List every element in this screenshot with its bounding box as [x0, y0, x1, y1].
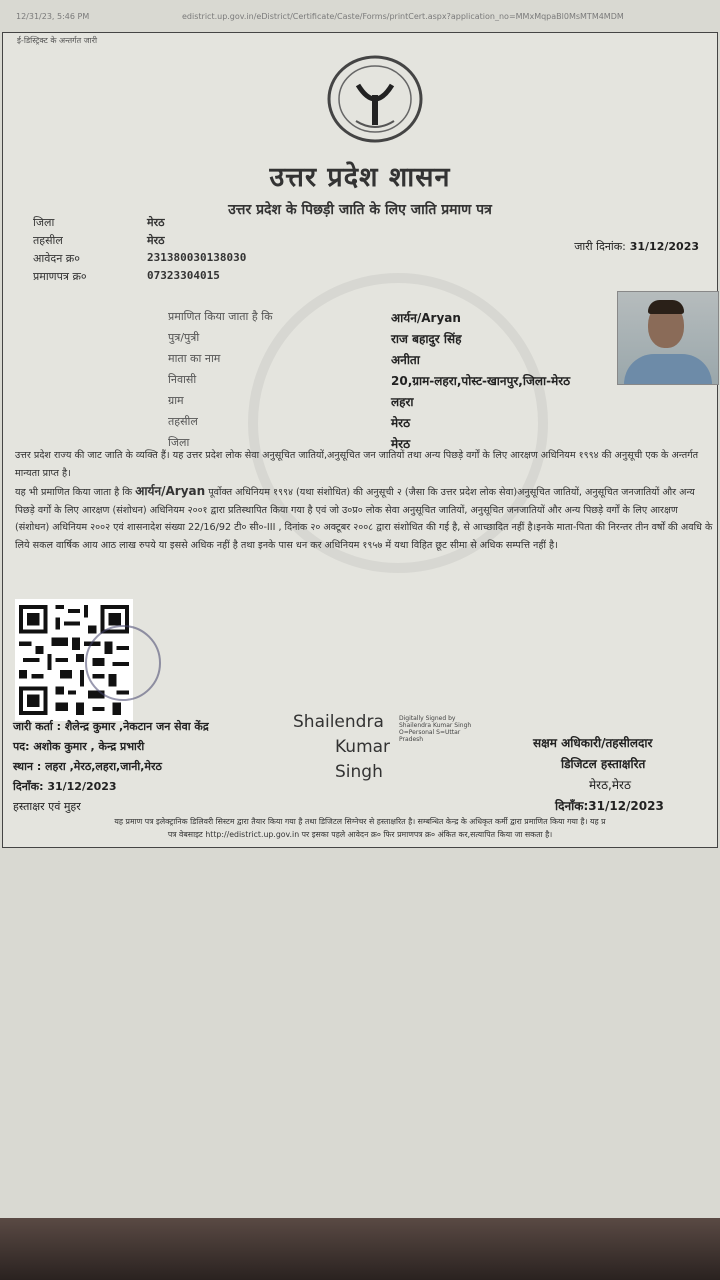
para2-rest: पूर्वोक्त अधिनियम १९९४ (यथा संशोधित) की अनुसूची २ (जैसा कि उत्तर प्रदेश लोक सेवा)अनुसूचित जातियों, अनुसूचित जनजातियों और अन्य पिछड़े वर्गों के लिए आरक्षण (संशोधन) अधिनियम २००१ द्वारा प्रतिस्थापित किया गया है एवं जो उ०प्र० लोक सेवा अनुसूचित जातियों, अनुसूचित जनजातियों और अन्य पिछड़े वर्गों के लिए आरक्षण (संशोधन) अधिनियम २००२ एवं शासनादेश संख्या 22/16/92 टी० सी०-III , दिनांक २० अक्टूबर २००८ द्वारा संशोधित की गई है, से आच्छादित नहीं है।इनके माता-पिता की निरन्तर तीन वर्षों की अवधि के लिये सकल वार्षिक आय आठ लाख रुपये या इससे अधिक नहीं है तथा इनके पास धन कर अधिनियम १९५७ में यथा विहित छूट सीमा से अधिक सम्पत्ति नहीं है। — [15, 487, 713, 551]
issuer-sign-label: हस्ताक्षर एवं मुहर — [13, 800, 81, 813]
detail-row — [3, 330, 717, 352]
issue-date-value: 31/12/2023 — [629, 240, 699, 253]
detail-row — [3, 393, 717, 415]
detail-value: राज बहादुर सिंह — [391, 332, 462, 346]
issue-date — [574, 239, 699, 254]
certificate-title: उत्तर प्रदेश शासन — [269, 162, 451, 193]
issuer-block — [13, 717, 209, 817]
authority-date: दिनाँक:31/12/2023 — [555, 799, 664, 813]
meta-label: तहसील — [33, 234, 63, 247]
print-url: edistrict.up.gov.in/eDistrict/Certificate/Caste/Forms/printCert.aspx?application_no=MMxMqpaBl0MsMTM4MDM — [182, 12, 624, 21]
signature-name-line3: Singh — [335, 762, 383, 782]
para2-start: यह भी प्रमाणित किया जाता है कि — [15, 487, 133, 498]
detail-label: ग्राम — [168, 394, 184, 407]
footer-line-1: यह प्रमाण पत्र इलेक्ट्रानिक डिलिवरी सिस्टम द्वारा तैयार किया गया है तथा डिजिटल सिग्नेचर से हस्ताक्षरित है। सम्बन्धित केन्द्र के अधिकृत कर्मी द्वारा प्रमाणित किया गया है। यह प्र — [114, 817, 606, 826]
detail-row — [3, 309, 717, 331]
para2-name: आर्यन/Aryan — [135, 484, 206, 498]
meta-value: मेरठ — [147, 234, 165, 247]
detail-value: मेरठ — [391, 416, 411, 430]
signature-note: Digitally Signed by Shailendra Kumar Singh O=Personal S=Uttar Pradesh — [399, 715, 472, 743]
detail-label: तहसील — [168, 415, 198, 428]
caste-certificate — [2, 32, 718, 848]
certificate-paragraph-1: उत्तर प्रदेश राज्य की जाट जाति के व्यक्ति हैं। यह उत्तर प्रदेश लोक सेवा अनुसूचित जातियों,अनुसूचित जन जातियों तथा अन्य पिछड़े वर्गों के लिए आरक्षण अधिनियम १९९४ की अनुसूची एक के अन्तर्गत मान्यता प्राप्त है। — [15, 450, 699, 479]
detail-label: प्रमाणित किया जाता है कि — [168, 310, 273, 323]
issuer-place: स्थान : लहरा ,मेरठ,लहरा,जानी,मेरठ — [13, 760, 162, 773]
print-datetime: 12/31/23, 5:46 PM — [16, 12, 90, 21]
top-note: ई-डिस्ट्रिक्ट के अन्तर्गत जारी — [17, 36, 98, 45]
detail-label: माता का नाम — [168, 352, 221, 365]
detail-row — [3, 372, 717, 394]
detail-value: मेरठ — [391, 437, 411, 451]
meta-value: 07323304015 — [147, 269, 220, 282]
authority-place: मेरठ,मेरठ — [589, 778, 631, 792]
authority-title: सक्षम अधिकारी/तहसीलदार — [533, 736, 653, 750]
detail-value: अनीता — [391, 353, 420, 367]
authority-block — [533, 733, 664, 817]
detail-value: आर्यन/Aryan — [391, 311, 461, 325]
detail-row — [3, 351, 717, 373]
background-surface — [0, 1218, 720, 1280]
detail-value: 20,ग्राम-लहरा,पोस्ट-खानपुर,जिला-मेरठ — [391, 374, 571, 388]
detail-value: लहरा — [391, 395, 414, 409]
issuer-post: पद: अशोक कुमार , केन्द्र प्रभारी — [13, 740, 145, 753]
certificate-subtitle: उत्तर प्रदेश के पिछड़ी जाति के लिए जाति प्रमाण पत्र — [228, 202, 492, 218]
meta-label: आवेदन क्र० — [33, 252, 80, 265]
issue-date-label: जारी दिनांक: — [574, 240, 626, 253]
issuer-date: दिनाँक: 31/12/2023 — [13, 780, 117, 793]
meta-label: प्रमाणपत्र क्र० — [33, 270, 87, 283]
detail-label: पुत्र/पुत्री — [168, 331, 200, 344]
meta-value: 231380030138030 — [147, 251, 247, 264]
detail-label: जिला — [168, 436, 190, 449]
detail-label: निवासी — [168, 373, 197, 386]
detail-row — [3, 414, 717, 436]
signature-name-line1: Shailendra — [293, 712, 384, 732]
meta-value: मेरठ — [147, 216, 165, 229]
authority-signed: डिजिटल हस्ताक्षरित — [561, 757, 646, 771]
stamp-seal — [85, 625, 161, 701]
certificate-paragraph-2 — [15, 483, 715, 554]
browser-print-header — [0, 0, 720, 30]
signature-name-line2: Kumar — [335, 737, 391, 757]
footer-line-2: पत्र वेबसाइट http://edistrict.up.gov.in पर इसका पहले आवेदन क्र० फिर प्रमाणपत्र क्र० अंकित कर,सत्यापित किया जा सकता है। — [167, 830, 553, 839]
certificate-footer — [3, 815, 717, 841]
meta-label: जिला — [33, 216, 55, 229]
issuer-issued-by: जारी कर्ता : शैलेन्द्र कुमार ,नेकटान जन सेवा केंद्र — [13, 720, 209, 733]
up-emblem-icon — [326, 55, 424, 143]
